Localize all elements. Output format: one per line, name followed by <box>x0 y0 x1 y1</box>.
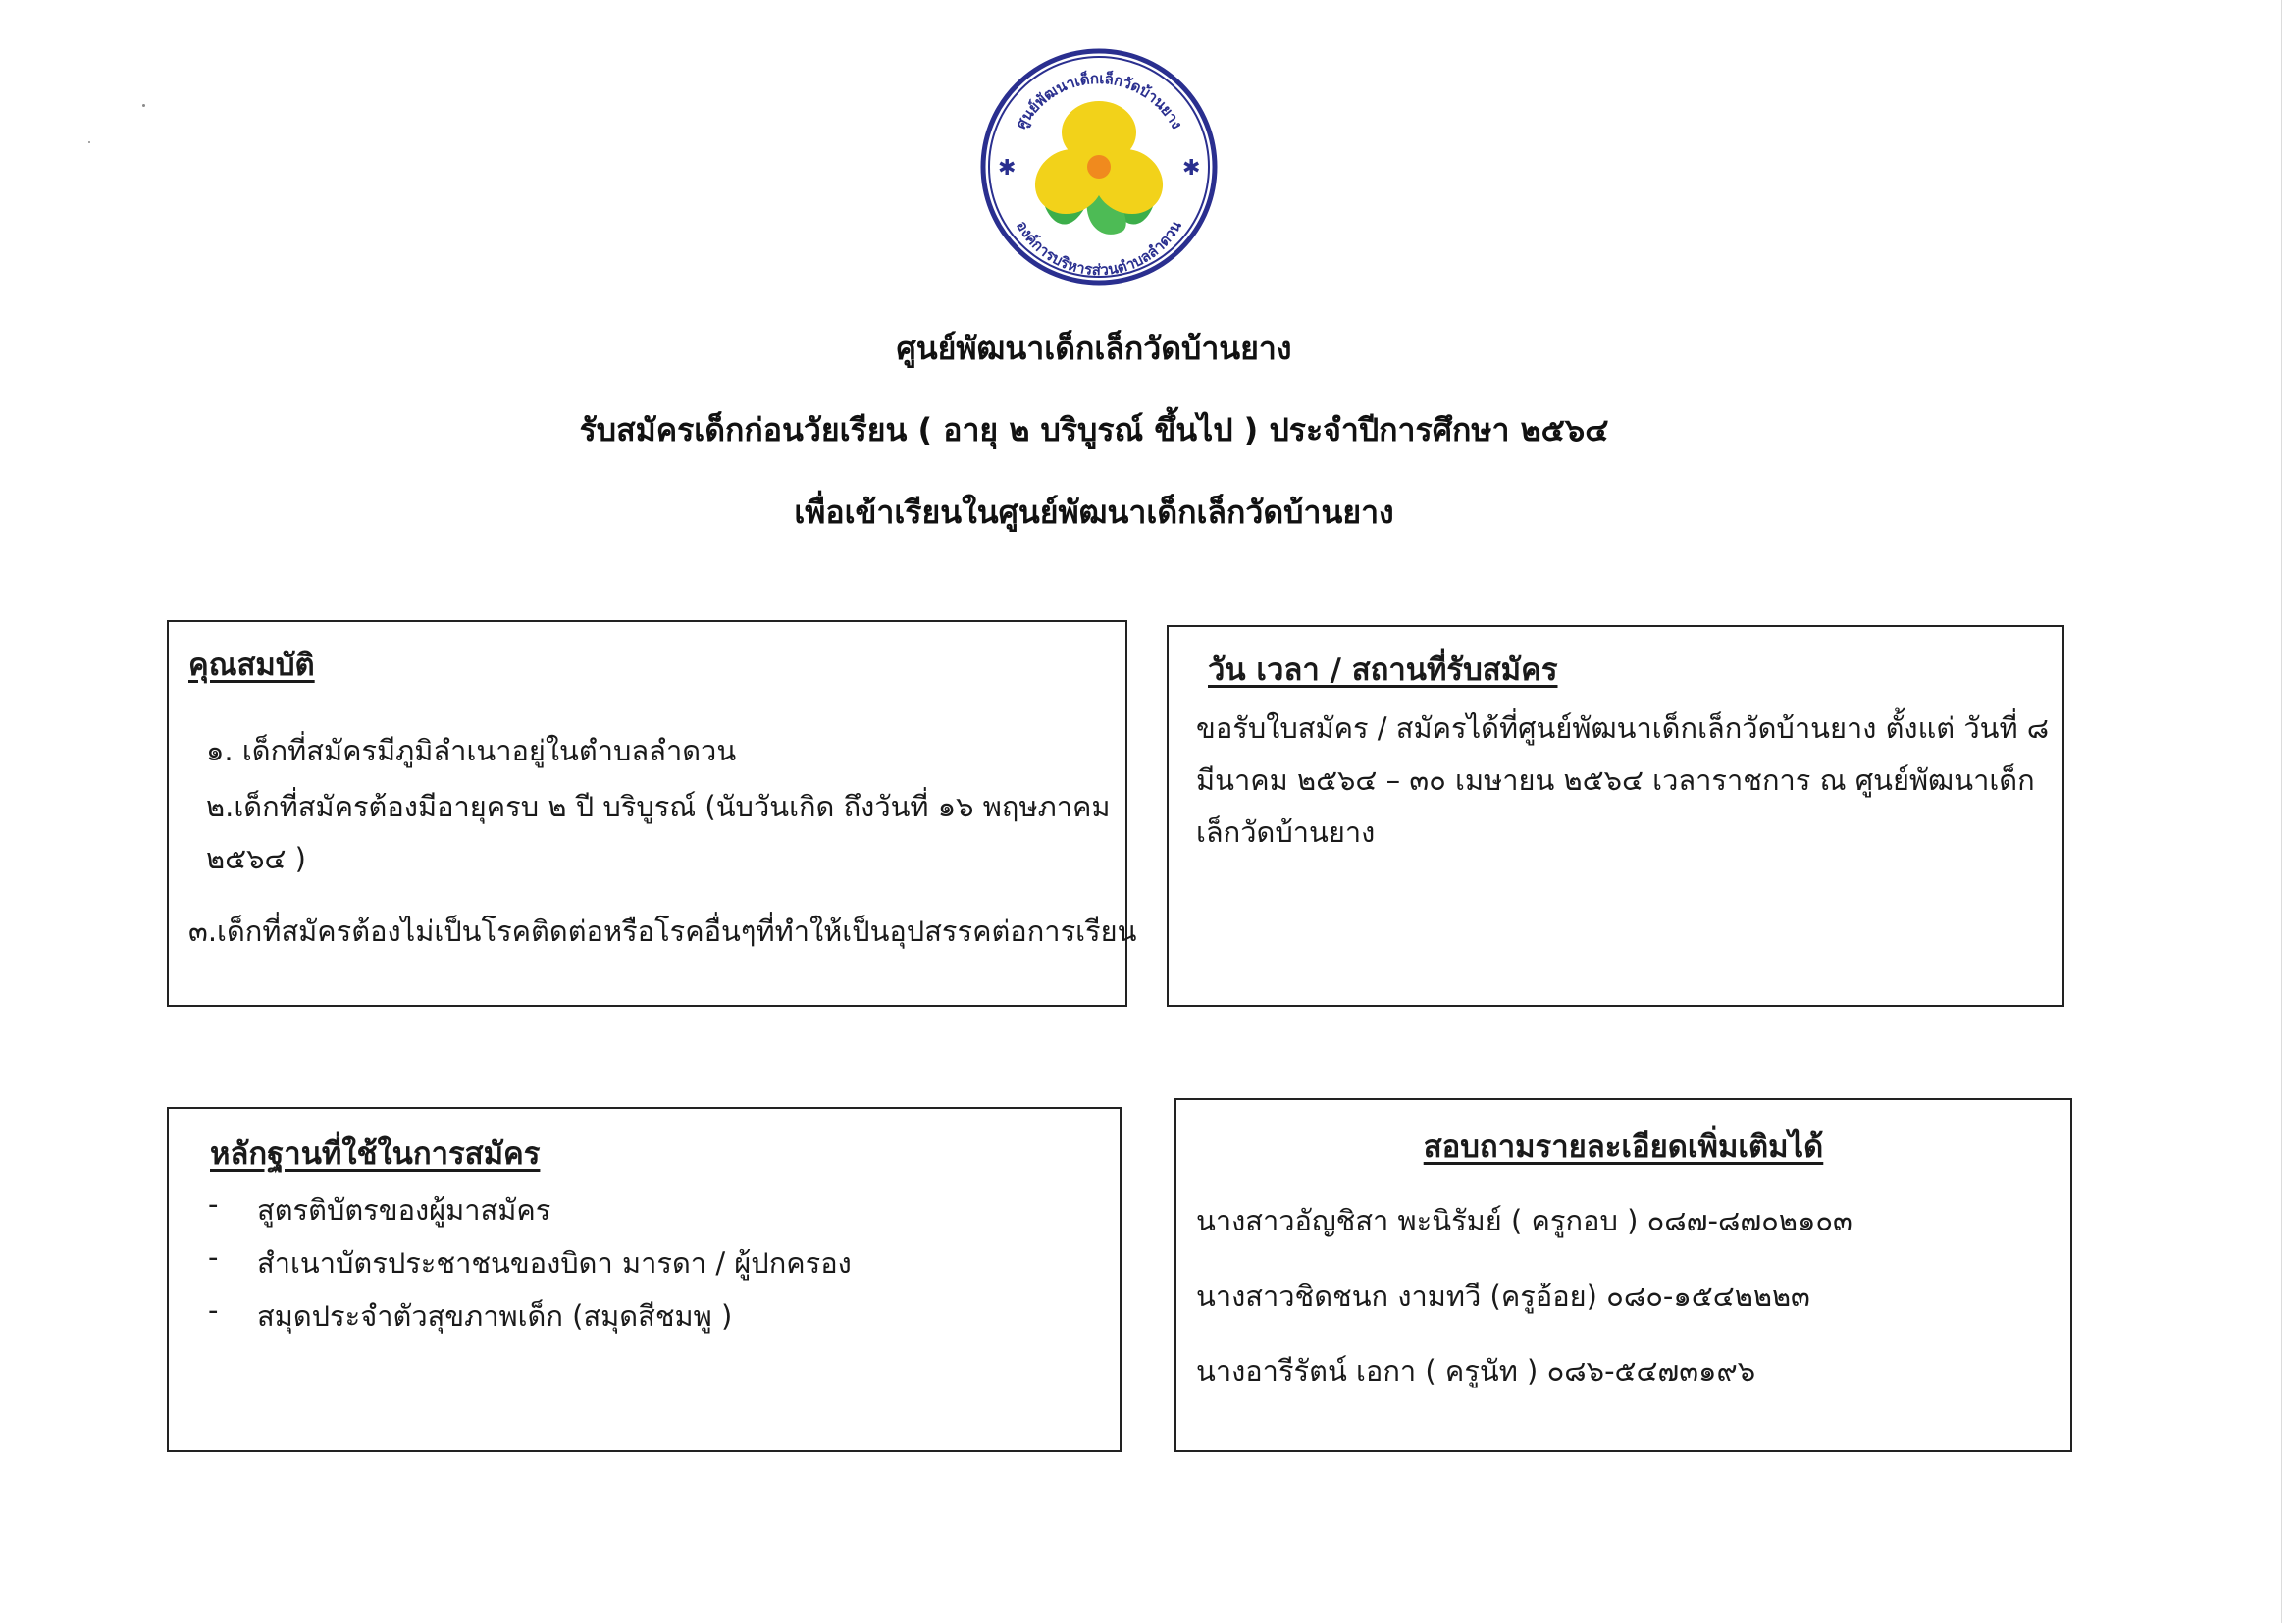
scan-speck <box>142 104 145 107</box>
schedule-box <box>1167 625 2064 1007</box>
seal-ring-text-top: ศูนย์พัฒนาเด็กเล็กวัดบ้านยาง <box>1012 69 1186 132</box>
documents-box <box>167 1107 1122 1452</box>
star-icon: ✱ <box>998 156 1017 181</box>
school-logo-seal <box>976 44 1222 289</box>
schedule-line: มีนาคม ๒๕๖๔ – ๓๐ เมษายน ๒๕๖๔ เวลาราชการ ณ ศูนย์พัฒนาเด็ก <box>1196 763 2035 797</box>
document-item: สำเนาบัตรประชาชนของบิดา มารดา / ผู้ปกครอง <box>257 1246 852 1280</box>
page-subtitle-2: เพื่อเข้าเรียนในศูนย์พัฒนาเด็กเล็กวัดบ้านยาง <box>794 494 1394 531</box>
star-icon: ✱ <box>1182 156 1201 181</box>
scan-speck <box>88 141 90 143</box>
contact-person: นางสาวอัญชิสา พะนิรัมย์ ( ครูกอบ ) ๐๘๗-๘๗๐๒๑๐๓ <box>1196 1204 1852 1237</box>
qualification-item: ๒.เด็กที่สมัครต้องมีอายุครบ ๒ ปี บริบูรณ์ (นับวันเกิด ถึงวันที่ ๑๖ พฤษภาคม <box>206 790 1111 823</box>
document-item: สูตรติบัตรของผู้มาสมัคร <box>257 1193 551 1227</box>
schedule-line: เล็กวัดบ้านยาง <box>1196 815 1376 849</box>
contact-person: นางสาวชิดชนก งามทวี (ครูอ้อย) ๐๘๐-๑๕๔๒๒๒๓ <box>1196 1280 1810 1313</box>
contact-title: สอบถามรายละเอียดเพิ่มเติมได้ <box>1423 1129 1824 1165</box>
schedule-line: ขอรับใบสมัคร / สมัครได้ที่ศูนย์พัฒนาเด็กเล็กวัดบ้านยาง ตั้งแต่ วันที่ ๘ <box>1196 711 2050 745</box>
contact-box <box>1174 1098 2072 1452</box>
qualification-item-continuation: ๒๕๖๔ ) <box>206 842 306 875</box>
seal-graphic <box>976 44 1222 289</box>
list-bullet: - <box>208 1240 219 1274</box>
page-subtitle: รับสมัครเด็กก่อนวัยเรียน ( อายุ ๒ บริบูรณ์ ขึ้นไป ) ประจำปีการศึกษา ๒๕๖๔ <box>579 411 1609 448</box>
contact-person: นางอารีรัตน์ เอกา ( ครูนัท ) ๐๘๖-๕๔๗๓๑๙๖ <box>1196 1354 1756 1387</box>
list-bullet: - <box>208 1187 219 1221</box>
page-edge <box>2281 0 2282 1623</box>
qualification-item: ๓.เด็กที่สมัครต้องไม่เป็นโรคติดต่อหรือโรคอื่นๆที่ทำให้เป็นอุปสรรคต่อการเรียน <box>188 915 1137 948</box>
document-item: สมุดประจำตัวสุขภาพเด็ก (สมุดสีชมพู ) <box>257 1299 733 1333</box>
qualifications-title: คุณสมบัติ <box>188 648 315 683</box>
documents-title: หลักฐานที่ใช้ในการสมัคร <box>210 1136 541 1172</box>
schedule-title: วัน เวลา / สถานที่รับสมัคร <box>1208 653 1558 688</box>
seal-ring-text-bottom: องค์การบริหารส่วนตำบลลำดวน <box>1013 217 1185 280</box>
list-bullet: - <box>208 1293 219 1327</box>
qualifications-box <box>167 620 1137 1007</box>
qualification-item: ๑. เด็กที่สมัครมีภูมิลำเนาอยู่ในตำบลลำดวน <box>206 734 737 767</box>
page-title: ศูนย์พัฒนาเด็กเล็กวัดบ้านยาง <box>896 330 1292 367</box>
